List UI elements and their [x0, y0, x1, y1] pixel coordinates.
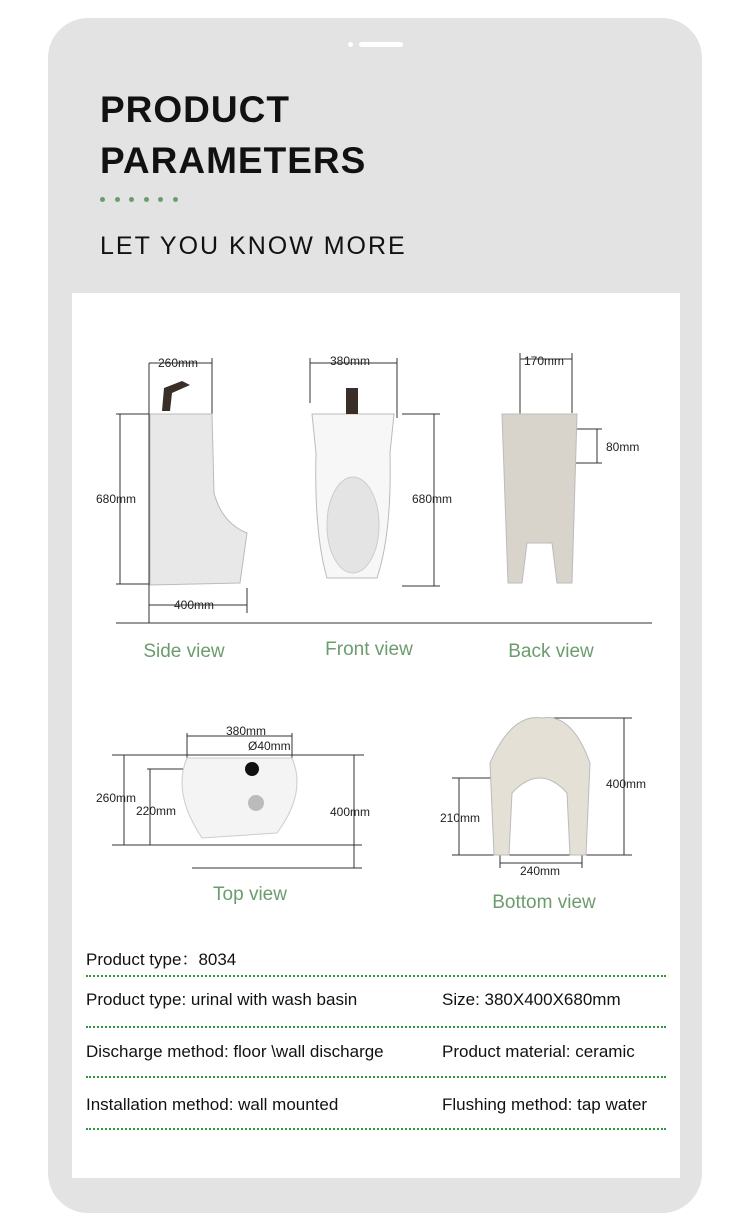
dotted-divider: [86, 975, 666, 977]
bottom-dim-inner: 210mm: [440, 811, 481, 825]
side-view-shape: [150, 414, 247, 585]
side-dim-bottom: 400mm: [174, 598, 215, 612]
bottom-view-shape: [490, 718, 590, 855]
spec-material: Product material: ceramic: [442, 1042, 635, 1061]
dotted-divider: [86, 1076, 666, 1078]
top-dim-width: 380mm: [226, 724, 267, 738]
dotted-divider: [86, 1128, 666, 1130]
spec-row: [86, 1042, 666, 1062]
spec-discharge: Discharge method: floor \wall discharge: [86, 1042, 384, 1061]
back-dim-top: 170mm: [524, 354, 565, 368]
side-dim-height: 680mm: [96, 492, 137, 506]
back-view-label: Back view: [508, 641, 594, 662]
back-dim-inner: 80mm: [606, 440, 640, 454]
top-dim-depth: 260mm: [96, 791, 137, 805]
top-dim-inner: 220mm: [136, 804, 177, 818]
spec-row: [86, 990, 666, 1010]
decorative-dots: [100, 197, 178, 202]
spec-row: [86, 945, 666, 970]
notch-dot: [348, 42, 353, 47]
spec-installation: Installation method: wall mounted: [86, 1095, 339, 1114]
front-dim-height: 680mm: [412, 492, 453, 506]
back-view-shape: [502, 414, 577, 583]
bottom-dim-height: 400mm: [606, 777, 647, 791]
spec-size: Size: 380X400X680mm: [442, 990, 621, 1009]
bottom-view-label: Bottom view: [492, 892, 596, 913]
title-line-1: PRODUCT: [100, 89, 290, 130]
spec-model: Product type：8034: [86, 950, 237, 969]
spec-row: [86, 1095, 666, 1115]
subtitle: LET YOU KNOW MORE: [100, 232, 407, 260]
top-view-shape: [182, 758, 297, 838]
side-view-label: Side view: [143, 641, 225, 662]
top-dim-height: 400mm: [330, 805, 371, 819]
top-view-label: Top view: [213, 884, 287, 905]
content-panel: [72, 293, 680, 1178]
side-faucet: [162, 381, 190, 411]
front-view-label: Front view: [325, 639, 413, 660]
top-dim-hole: Ø40mm: [248, 739, 291, 753]
front-faucet: [346, 388, 358, 414]
bottom-dim-width: 240mm: [520, 864, 561, 878]
page-title: [100, 84, 366, 186]
title-line-2: PARAMETERS: [100, 140, 367, 181]
front-dim-top: 380mm: [330, 354, 371, 368]
notch-bar: [359, 42, 403, 47]
side-dim-top: 260mm: [158, 356, 199, 370]
dotted-divider: [86, 1026, 666, 1028]
spec-product-type: Product type: urinal with wash basin: [86, 990, 358, 1009]
spec-flushing: Flushing method: tap water: [442, 1095, 648, 1114]
